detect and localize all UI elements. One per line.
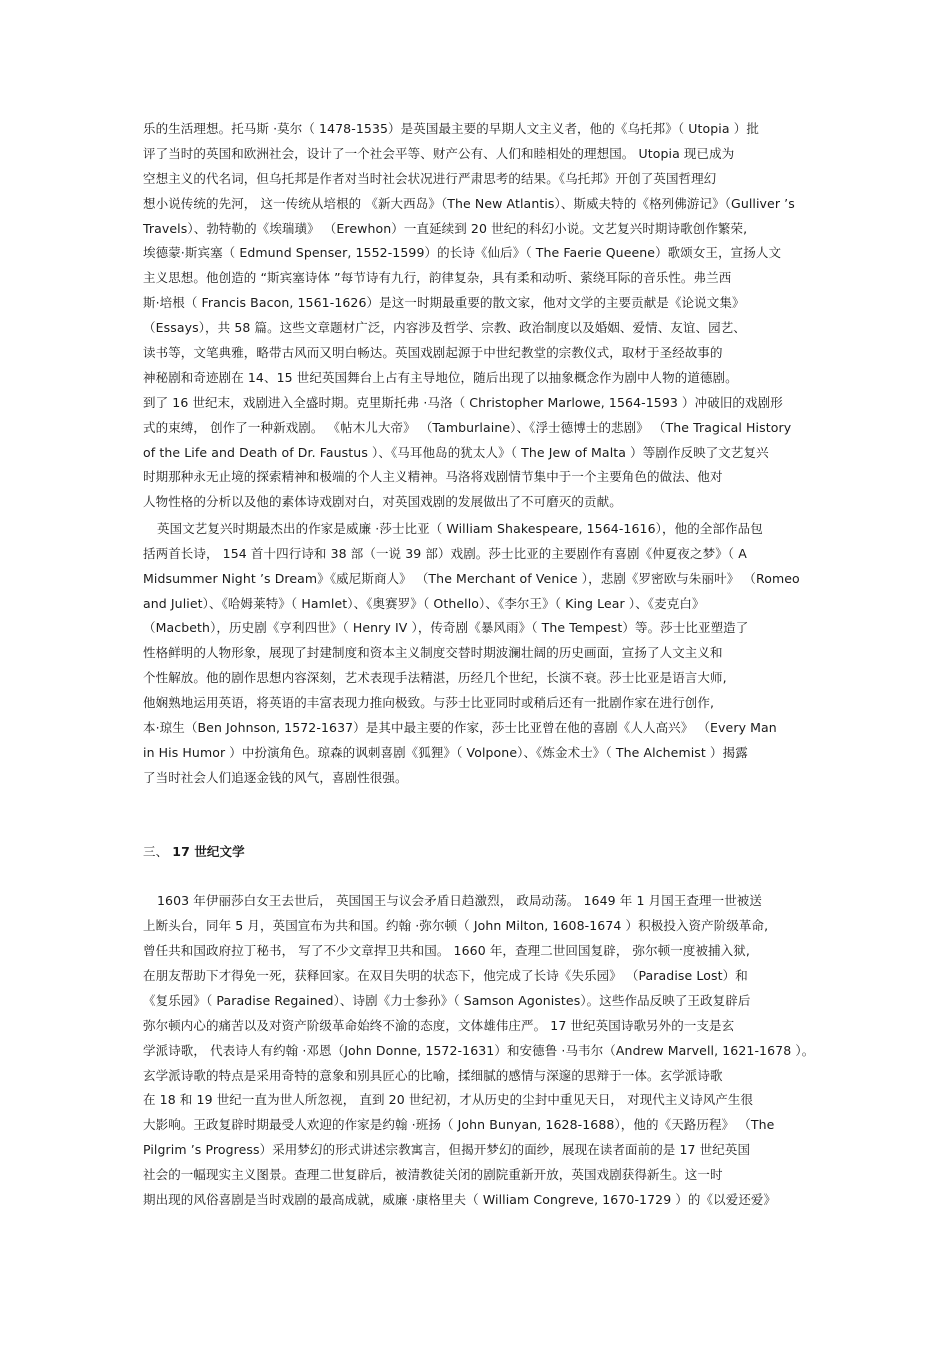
section-heading [143, 843, 823, 860]
text-line: of the Life and Death of Dr. Faustus ）、《马耳他岛的犹太人》（ The Jew of Malta ）等剧作反映了文艺复兴 [143, 445, 769, 460]
text-line: 式的束缚， 创作了一种新戏剧。 《帖木儿大帝》 （Tamburlaine）、《浮士德博士的悲剧》 （The Tragical History [143, 420, 792, 435]
text-line: 在朋友帮助下才得免一死，获释回家。在双目失明的状态下，他完成了长诗《失乐园》 （Paradise Lost）和 [143, 968, 748, 983]
text-line: 学派诗歌， 代表诗人有约翰 ·邓恩（John Donne, 1572-1631）和安德鲁 ·马韦尔（Andrew Marvell, 1621-1678 ）。 [143, 1043, 815, 1058]
text-line: 上断头台，同年 5 月，英国宣布为共和国。约翰 ·弥尔顿（ John Milton, 1608-1674 ）积极投入资产阶级革命, [143, 918, 769, 933]
text-line: 埃德蒙·斯宾塞（ Edmund Spenser, 1552-1599）的长诗《仙后》（ The Faerie Queene）歌颂女王，宣扬人文 [143, 245, 782, 260]
text-line: 个性解放。他的剧作思想内容深刻，艺术表现手法精湛，历经几个世纪，长演不衰。莎士比亚是语言大师, [143, 670, 727, 685]
text-line: 大影响。王政复辟时期最受人欢迎的作家是约翰 ·班扬（ John Bunyan, 1628-1688），他的《天路历程》 （The [143, 1117, 775, 1132]
text-line: （Macbeth），历史剧《亨利四世》（ Henry IV ），传奇剧《暴风雨》（ The Tempest）等。莎士比亚塑造了 [143, 620, 749, 635]
text-line: 时期那种永无止境的探索精神和极端的个人主义精神。马洛将戏剧情节集中于一个主要角色的做法、他对 [143, 469, 723, 484]
text-line: Midsummer Night ’s Dream》《威尼斯商人》 （The Merchant of Venice ），悲剧《罗密欧与朱丽叶》 （Romeo [143, 571, 800, 586]
text-line: 本·琼生（Ben Johnson, 1572-1637）是其中最主要的作家，莎士比亚曾在他的喜剧《人人高兴》 （Every Man [143, 720, 777, 735]
text-line: 性格鲜明的人物形象，展现了封建制度和资本主义制度交替时期波澜壮阔的历史画面，宣扬了人文主义和 [143, 645, 723, 660]
text-line: 主义思想。他创造的 “斯宾塞诗体 ”每节诗有九行，韵律复杂，具有柔和动听、萦绕耳际的音乐性。弗兰西 [143, 270, 732, 285]
text-line: 评了当时的英国和欧洲社会，设计了一个社会平等、财产公有、人们和睦相处的理想国。 Utopia 现已成为 [143, 146, 735, 161]
text-line: （Essays），共 58 篇。这些文章题材广泛，内容涉及哲学、宗教、政治制度以及婚姻、爱情、友谊、园艺、 [143, 320, 746, 335]
text-line: 斯·培根（ Francis Bacon, 1561-1626）是这一时期最重要的散文家，他对文学的主要贡献是《论说文集》 [143, 295, 745, 310]
text-line: and Juliet）、《哈姆莱特》（ Hamlet）、《奥赛罗》（ Othello）、《李尔王》（ King Lear ）、《麦克白》 [143, 596, 705, 611]
section-number: 三、 [143, 844, 169, 859]
text-line: 社会的一幅现实主义图景。查理二世复辟后，被清教徒关闭的剧院重新开放，英国戏剧获得新生。这一时 [143, 1167, 723, 1182]
text-line: 到了 16 世纪末，戏剧进入全盛时期。克里斯托弗 ·马洛（ Christopher Marlowe, 1564-1593 ）冲破旧的戏剧形 [143, 395, 783, 410]
text-line: 他娴熟地运用英语，将英语的丰富表现力推向极致。与莎士比亚同时或稍后还有一批剧作家在进行创作, [143, 695, 715, 710]
text-line: 期出现的风俗喜剧是当时戏剧的最高成就，威廉 ·康格里夫（ William Congreve, 1670-1729 ）的《以爱还爱》 [143, 1192, 777, 1207]
text-line: 英国文艺复兴时期最杰出的作家是威廉 ·莎士比亚（ William Shakespeare, 1564-1616），他的全部作品包 [157, 521, 763, 536]
text-line: 了当时社会人们追逐金钱的风气，喜剧性很强。 [143, 770, 408, 785]
text-line: Pilgrim ’s Progress）采用梦幻的形式讲述宗教寓言，但揭开梦幻的面纱，展现在读者面前的是 17 世纪英国 [143, 1142, 751, 1157]
text-line: 弥尔顿内心的痛苦以及对资产阶级革命始终不渝的态度，文体雄伟庄严。 17 世纪英国诗歌另外的一支是玄 [143, 1018, 735, 1033]
text-line: 括两首长诗， 154 首十四行诗和 38 部（一说 39 部）戏剧。莎士比亚的主要剧作有喜剧《仲夏夜之梦》（ A [143, 546, 747, 561]
text-line: in His Humor ）中扮演角色。琼森的讽刺喜剧《狐狸》（ Volpone）、《炼金术士》（ The Alchemist ）揭露 [143, 745, 748, 760]
text-line: 神秘剧和奇迹剧在 14、15 世纪英国舞台上占有主导地位，随后出现了以抽象概念作为剧中人物的道德剧。 [143, 370, 738, 385]
text-line: 乐的生活理想。托马斯 ·莫尔（ 1478-1535）是英国最主要的早期人文主义者，他的《乌托邦》（ Utopia ）批 [143, 121, 759, 136]
text-line: 在 18 和 19 世纪一直为世人所忽视， 直到 20 世纪初，才从历史的尘封中重见天日， 对现代主义诗风产生很 [143, 1092, 754, 1107]
text-line: 人物性格的分析以及他的素体诗戏剧对白，对英国戏剧的发展做出了不可磨灭的贡献。 [143, 494, 622, 509]
text-line: 想小说传统的先河， 这一传统从培根的 《新大西岛》（The New Atlantis）、斯威夫特的《格列佛游记》（Gulliver ’s [143, 196, 795, 211]
text-line: 1603 年伊丽莎白女王去世后， 英国国王与议会矛盾日趋激烈， 政局动荡。 1649 年 1 月国王查理一世被送 [157, 893, 762, 908]
text-line: Travels）、勃特勒的《埃瑞璜》 （Erewhon）一直延续到 20 世纪的科幻小说。文艺复兴时期诗歌创作繁荣, [143, 221, 748, 236]
text-line: 《复乐园》（ Paradise Regained）、诗剧《力士参孙》（ Samson Agonistes）。这些作品反映了王政复辟后 [143, 993, 751, 1008]
text-line: 空想主义的代名词，但乌托邦是作者对当时社会状况进行严肃思考的结果。《乌托邦》开创了英国哲理幻 [143, 171, 717, 186]
text-line: 曾任共和国政府拉丁秘书， 写了不少文章捍卫共和国。 1660 年，查理二世回国复辟， 弥尔顿一度被捕入狱, [143, 943, 750, 958]
text-line: 玄学派诗歌的特点是采用奇特的意象和别具匠心的比喻，揉细腻的感情与深邃的思辩于一体。玄学派诗歌 [143, 1068, 723, 1083]
section-title: 17 世纪文学 [172, 844, 245, 859]
text-line: 读书等，文笔典雅，略带古风而又明白畅达。英国戏剧起源于中世纪教堂的宗教仪式，取材于圣经故事的 [143, 345, 723, 360]
